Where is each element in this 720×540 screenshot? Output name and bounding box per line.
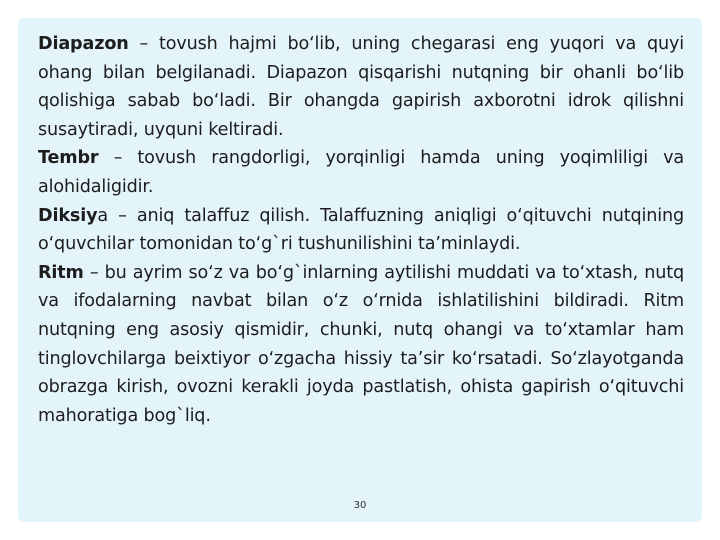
slide-text-body [38, 30, 684, 430]
definition-ritm: – bu ayrim so‘z va bo‘g`inlarning aytilishi muddati va to‘xtash, nutq va ifodalarning navbat bilan o‘z o‘rnida ishlatilishini bildiradi. Ritm nutqning eng asosiy qismidir, chunki, nutq ohangi va to‘xtamlar ham tinglovchilarga beixtiyor o‘zgacha hissiy ta’sir ko‘rsatadi. So‘zlayotganda obrazga kirish, ovozni kerakli joyda pastlatish, ohista gapirish o‘qituvchi mahoratiga bog`liq. [38, 262, 684, 426]
term-ritm: Ritm [38, 262, 84, 283]
term-tembr: Tembr [38, 148, 99, 169]
definition-diksiya: a – aniq talaffuz qilish. Talaffuzning aniqligi o‘qituvchi nutqining o‘quvchilar tomonidan to‘g`ri tushunilishini ta’minlaydi. [38, 205, 684, 255]
term-diapazon: Diapazon [38, 34, 129, 54]
term-diksiya: Diksiy [38, 205, 98, 226]
paragraph-ritm [38, 259, 684, 431]
definition-tembr: – tovush rangdorligi, yorqinligi hamda uning yoqimliligi va alohidaligidir. [38, 148, 684, 197]
paragraph-tembr [38, 144, 684, 201]
page-number: 30 [353, 500, 367, 511]
paragraph-diksiya [38, 202, 684, 259]
definition-diapazon: – tovush hajmi bo‘lib, uning chegarasi eng yuqori va quyi ohang bilan belgilanadi. Diapazon qisqarishi nutqning bir ohanli bo‘lib qolishiga sabab bo‘ladi. Bir ohangda gapirish axborotni idrok qilishni susaytiradi, uyquni keltiradi. [38, 34, 684, 140]
paragraph-diapazon [38, 30, 684, 144]
